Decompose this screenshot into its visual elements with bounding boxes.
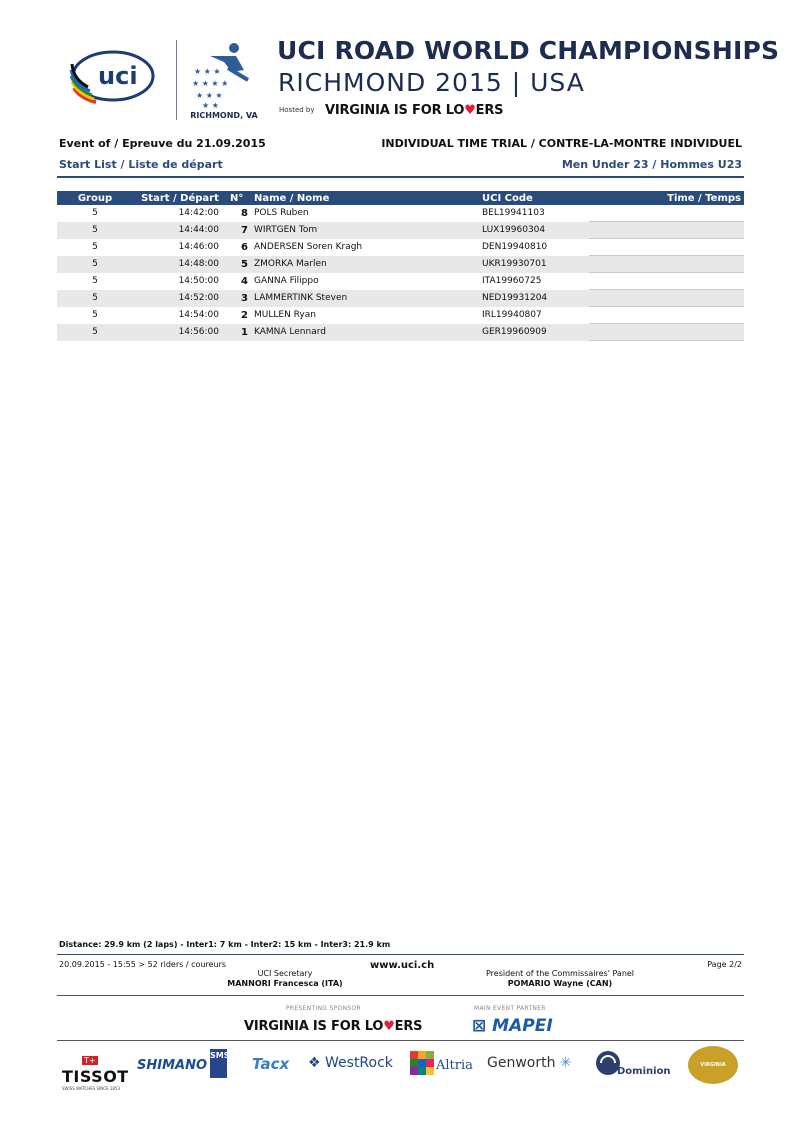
cell-name: POLS Ruben bbox=[254, 208, 309, 219]
mapei-logo: ⊠ MAPEI bbox=[472, 1016, 553, 1036]
cell-name: LAMMERTINK Steven bbox=[251, 290, 479, 307]
cell-start: 14:46:00 bbox=[178, 242, 219, 252]
secretary-title: UCI Secretary bbox=[257, 969, 313, 978]
cell-uci-code: NED19931204 bbox=[479, 290, 589, 307]
cell-start: 14:44:00 bbox=[133, 222, 227, 239]
distance-info: Distance: 29.9 km (2 laps) - Inter1: 7 km - Inter2: 15 km - Inter3: 21.9 km bbox=[59, 940, 391, 949]
virginia-sponsor-logo bbox=[244, 1019, 422, 1034]
president-title: President of the Commissaires' Panel bbox=[485, 969, 635, 978]
cell-time bbox=[589, 222, 744, 239]
cell-name: WIRTGEN Tom bbox=[251, 222, 479, 239]
cell-group: 5 bbox=[57, 290, 133, 307]
cell-time bbox=[589, 290, 744, 307]
cell-time bbox=[589, 324, 744, 341]
secretary-name: MANNORI Francesca (ITA) bbox=[227, 979, 343, 988]
championship-title: UCI ROAD WORLD CHAMPIONSHIPS bbox=[277, 36, 780, 65]
cell-time bbox=[589, 239, 744, 256]
heart-icon: ♥ bbox=[464, 103, 476, 118]
uci-logo bbox=[68, 42, 158, 110]
richmond-cyclist-logo bbox=[188, 40, 260, 110]
cell-name: ANDERSEN Soren Kragh bbox=[254, 242, 363, 252]
header-rule bbox=[57, 176, 744, 178]
category-label: Men Under 23 / Hommes U23 bbox=[561, 158, 742, 171]
genworth-text: Genworth bbox=[487, 1055, 556, 1071]
cell-start: 14:54:00 bbox=[178, 310, 219, 320]
event-name: INDIVIDUAL TIME TRIAL / CONTRE-LA-MONTRE INDIVIDUEL bbox=[381, 137, 742, 150]
table-row bbox=[57, 239, 744, 256]
cell-group: 5 bbox=[92, 276, 98, 286]
cell-group: 5 bbox=[92, 310, 98, 320]
virginia-text-a: VIRGINIA IS FOR LO bbox=[244, 1019, 384, 1034]
col-time: Time / Temps bbox=[589, 191, 744, 205]
table-row bbox=[57, 273, 744, 290]
president-name: POMARIO Wayne (CAN) bbox=[507, 979, 613, 988]
heart-icon: ♥ bbox=[383, 1019, 395, 1034]
uci-logo-text: uci bbox=[98, 62, 138, 90]
event-date: Event of / Epreuve du 21.09.2015 bbox=[59, 137, 266, 150]
virginia-seal-logo: VIRGINIA bbox=[688, 1046, 738, 1084]
list-title: Start List / Liste de départ bbox=[59, 158, 223, 171]
sponsor-rule bbox=[57, 995, 744, 996]
mapei-text: MAPEI bbox=[492, 1016, 553, 1036]
tacx-logo: Tacx bbox=[252, 1055, 290, 1073]
start-list-table bbox=[57, 191, 744, 341]
cell-number: 3 bbox=[227, 290, 251, 307]
cell-uci-code: IRL19940807 bbox=[482, 310, 542, 320]
cell-name: KAMNA Lennard bbox=[251, 324, 479, 341]
sponsor-rule bbox=[57, 1040, 744, 1041]
cell-uci-code: LUX19960304 bbox=[479, 222, 589, 239]
cell-number: 5 bbox=[227, 256, 251, 273]
cell-start: 14:52:00 bbox=[133, 290, 227, 307]
cell-group: 5 bbox=[57, 256, 133, 273]
col-start: Start / Départ bbox=[133, 191, 227, 205]
westrock-logo: ❖ WestRock bbox=[308, 1055, 393, 1071]
generated-info: 20.09.2015 - 15:55 > 52 riders / coureurs bbox=[59, 960, 227, 969]
richmond-va-label: RICHMOND, VA bbox=[190, 111, 258, 120]
genworth-snowflake-icon: ✳ bbox=[559, 1055, 572, 1071]
svg-text:★ ★ ★: ★ ★ ★ bbox=[196, 91, 223, 100]
col-uci-code: UCI Code bbox=[479, 191, 589, 205]
cell-group: 5 bbox=[57, 324, 133, 341]
svg-text:★ ★ ★ ★: ★ ★ ★ ★ bbox=[192, 79, 229, 88]
cell-time bbox=[589, 256, 744, 273]
cell-number: 4 bbox=[241, 275, 248, 287]
virginia-text-b: ERS bbox=[475, 103, 504, 118]
table-row bbox=[57, 205, 744, 222]
dominion-text: Dominion bbox=[617, 1066, 671, 1077]
cell-time bbox=[589, 307, 744, 324]
shimano-logo: SHIMANO bbox=[137, 1058, 208, 1073]
table-row bbox=[57, 307, 744, 324]
genworth-logo bbox=[487, 1055, 572, 1071]
sms-santini-logo: SMS bbox=[210, 1049, 227, 1078]
svg-text:★ ★ ★: ★ ★ ★ bbox=[194, 67, 221, 76]
table-row bbox=[57, 222, 744, 239]
altria-mosaic-icon bbox=[410, 1051, 434, 1075]
cell-uci-code: DEN19940810 bbox=[482, 242, 548, 252]
cell-start: 14:50:00 bbox=[178, 276, 219, 286]
cell-number: 8 bbox=[241, 207, 248, 219]
cell-start: 14:56:00 bbox=[133, 324, 227, 341]
cell-number: 7 bbox=[227, 222, 251, 239]
cell-uci-code: UKR19930701 bbox=[479, 256, 589, 273]
presenting-sponsor-label: PRESENTING SPONSOR bbox=[286, 1005, 361, 1012]
altria-text: Altria bbox=[436, 1058, 473, 1073]
cell-name: GANNA Filippo bbox=[254, 276, 319, 286]
table-row bbox=[57, 324, 744, 341]
col-name: Name / Nome bbox=[251, 191, 479, 205]
footer-rule bbox=[57, 954, 744, 955]
tissot-cross-icon: T+ bbox=[84, 1056, 96, 1065]
page-number: Page 2/2 bbox=[707, 960, 742, 969]
col-group: Group bbox=[57, 191, 133, 205]
tissot-logo bbox=[62, 1048, 129, 1091]
cell-name: ZMORKA Marlen bbox=[251, 256, 479, 273]
website-link[interactable]: www.uci.ch bbox=[370, 960, 435, 971]
table-row bbox=[57, 256, 744, 273]
cell-start: 14:42:00 bbox=[178, 208, 219, 219]
cell-uci-code: ITA19960725 bbox=[482, 276, 542, 286]
header-divider bbox=[176, 40, 177, 120]
virginia-text-b: ERS bbox=[394, 1019, 423, 1034]
table-row bbox=[57, 290, 744, 307]
cell-time bbox=[589, 273, 744, 290]
tissot-tagline: SWISS WATCHES SINCE 1853 bbox=[62, 1086, 121, 1091]
tissot-text: TISSOT bbox=[62, 1067, 129, 1086]
cell-name: MULLEN Ryan bbox=[254, 310, 316, 320]
cell-number: 1 bbox=[227, 324, 251, 341]
virginia-text-a: VIRGINIA IS FOR LO bbox=[325, 103, 465, 118]
table-header-row bbox=[57, 191, 744, 205]
cell-number: 6 bbox=[241, 241, 248, 253]
cell-group: 5 bbox=[92, 208, 98, 219]
col-number: N° bbox=[227, 191, 251, 205]
virginia-is-for-lovers-logo bbox=[325, 103, 503, 118]
cell-time bbox=[589, 205, 744, 222]
main-partner-label: MAIN EVENT PARTNER bbox=[474, 1005, 546, 1012]
cell-uci-code: BEL19941103 bbox=[482, 208, 545, 219]
championship-subtitle: RICHMOND 2015 | USA bbox=[278, 68, 585, 97]
cell-start: 14:48:00 bbox=[133, 256, 227, 273]
svg-text:★ ★: ★ ★ bbox=[202, 101, 219, 110]
cell-group: 5 bbox=[57, 222, 133, 239]
westrock-text: WestRock bbox=[325, 1055, 393, 1071]
cell-number: 2 bbox=[241, 309, 248, 321]
cell-uci-code: GER19960909 bbox=[479, 324, 589, 341]
cell-group: 5 bbox=[92, 242, 98, 252]
hosted-by-label: Hosted by bbox=[279, 106, 315, 114]
